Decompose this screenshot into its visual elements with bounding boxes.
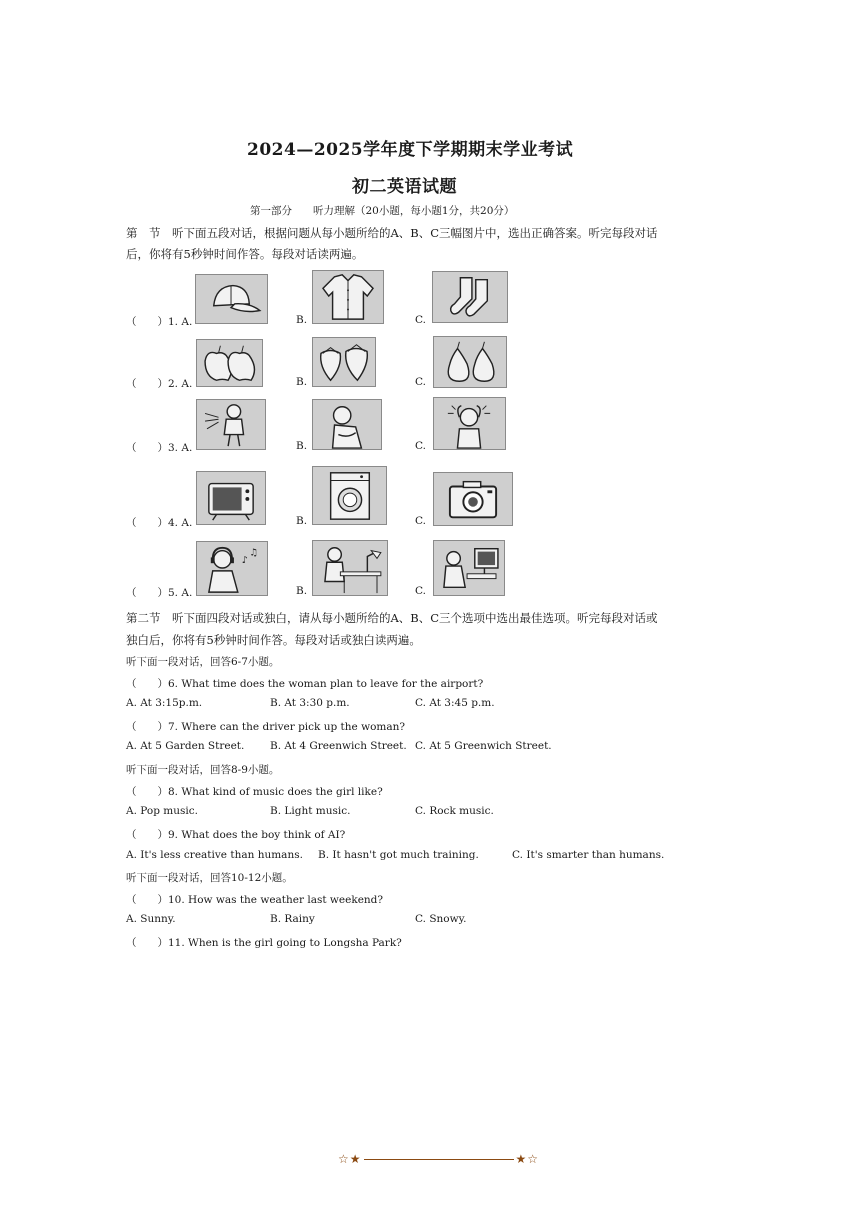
svg-text:♪: ♪ [241, 555, 248, 567]
q9-option-c[interactable]: C. It's smarter than humans. [512, 849, 665, 861]
sneezing-boy-icon[interactable] [196, 399, 266, 450]
tv-icon[interactable] [196, 471, 266, 525]
exam-title: 2024—2025学年度下学期期末学业考试 [247, 140, 574, 160]
svg-text:♫: ♫ [249, 547, 258, 559]
footer-left-stars: ☆★ [338, 1152, 362, 1166]
stomachache-boy-icon[interactable] [312, 399, 382, 450]
camera-icon[interactable] [433, 472, 513, 526]
q8-option-a[interactable]: A. Pop music. [126, 805, 198, 817]
section2-instructions-line2: 独白后，你将有5秒钟时间作答。每段对话或独白读两遍。 [126, 633, 421, 647]
section1-instructions-line2: 后，你将有5秒钟时间作答。每段对话读两遍。 [126, 247, 364, 261]
q7-stem: （ ）7. Where can the driver pick up the woman? [126, 721, 406, 733]
q3-option-b: B. [296, 440, 308, 452]
cap-icon[interactable] [195, 274, 268, 324]
q3-option-c: C. [415, 440, 426, 452]
washing-machine-icon[interactable] [312, 466, 387, 525]
boy-at-desk-icon[interactable] [312, 540, 388, 596]
apples-icon[interactable] [196, 339, 263, 387]
section1-instructions-line1: 第 节 听下面五段对话，根据问题从每小题所给的A、B、C三幅图片中，选出正确答案。听完每段对话 [126, 226, 658, 240]
exam-subtitle: 初二英语试题 [352, 177, 457, 197]
q2-option-b: B. [296, 376, 308, 388]
strawberries-icon[interactable] [312, 337, 376, 387]
q5-option-b: B. [296, 585, 308, 597]
q7-option-a[interactable]: A. At 5 Garden Street. [126, 740, 245, 752]
footer-divider [364, 1159, 514, 1160]
q1-label: （ ）1. A. [126, 316, 193, 328]
q10-stem: （ ）10. How was the weather last weekend? [126, 894, 384, 906]
socks-icon[interactable] [432, 271, 508, 323]
q9-stem: （ ）9. What does the boy think of AI? [126, 829, 346, 841]
q10-option-c[interactable]: C. Snowy. [415, 913, 467, 925]
q10-option-a[interactable]: A. Sunny. [126, 913, 176, 925]
q5-option-c: C. [415, 585, 426, 597]
q9-option-b[interactable]: B. It hasn't got much training. [318, 849, 479, 861]
q11-stem: （ ）11. When is the girl going to Longsha Park? [126, 937, 402, 949]
q2-option-c: C. [415, 376, 426, 388]
shirt-icon[interactable] [312, 270, 384, 324]
q9-option-a[interactable]: A. It's less creative than humans. [126, 849, 303, 861]
girl-with-headphones-icon[interactable] [196, 541, 268, 596]
q1-option-c: C. [415, 314, 426, 326]
pears-icon[interactable] [433, 336, 507, 388]
footer-decoration [338, 1152, 539, 1166]
q10-option-b[interactable]: B. Rainy [270, 913, 315, 925]
q6-option-c[interactable]: C. At 3:45 p.m. [415, 697, 495, 709]
q6-option-b[interactable]: B. At 3:30 p.m. [270, 697, 350, 709]
q8-stem: （ ）8. What kind of music does the girl like? [126, 786, 383, 798]
boy-at-computer-icon[interactable] [433, 540, 505, 596]
instruction-6-7: 听下面一段对话，回答6-7小题。 [126, 656, 280, 668]
q7-option-b[interactable]: B. At 4 Greenwich Street. [270, 740, 407, 752]
q4-option-c: C. [415, 515, 426, 527]
q8-option-b[interactable]: B. Light music. [270, 805, 351, 817]
q3-label: （ ）3. A. [126, 442, 193, 454]
q4-label: （ ）4. A. [126, 517, 193, 529]
q6-option-a[interactable]: A. At 3:15p.m. [126, 697, 203, 709]
headache-boy-icon[interactable] [433, 397, 506, 450]
part-heading: 第一部分 听力理解（20小题，每小题1分，共20分） [250, 205, 515, 217]
footer-right-stars: ★☆ [515, 1152, 540, 1166]
instruction-8-9: 听下面一段对话，回答8-9小题。 [126, 764, 280, 776]
q4-option-b: B. [296, 515, 308, 527]
q1-option-b: B. [296, 314, 308, 326]
q5-label: （ ）5. A. [126, 587, 193, 599]
q6-stem: （ ）6. What time does the woman plan to leave for the airport? [126, 678, 484, 690]
q7-option-c[interactable]: C. At 5 Greenwich Street. [415, 740, 552, 752]
q8-option-c[interactable]: C. Rock music. [415, 805, 494, 817]
section2-instructions-line1: 第二节 听下面四段对话或独白，请从每小题所给的A、B、C三个选项中选出最佳选项。听完每段对话或 [126, 611, 658, 625]
q2-label: （ ）2. A. [126, 378, 193, 390]
instruction-10-12: 听下面一段对话，回答10-12小题。 [126, 872, 293, 884]
